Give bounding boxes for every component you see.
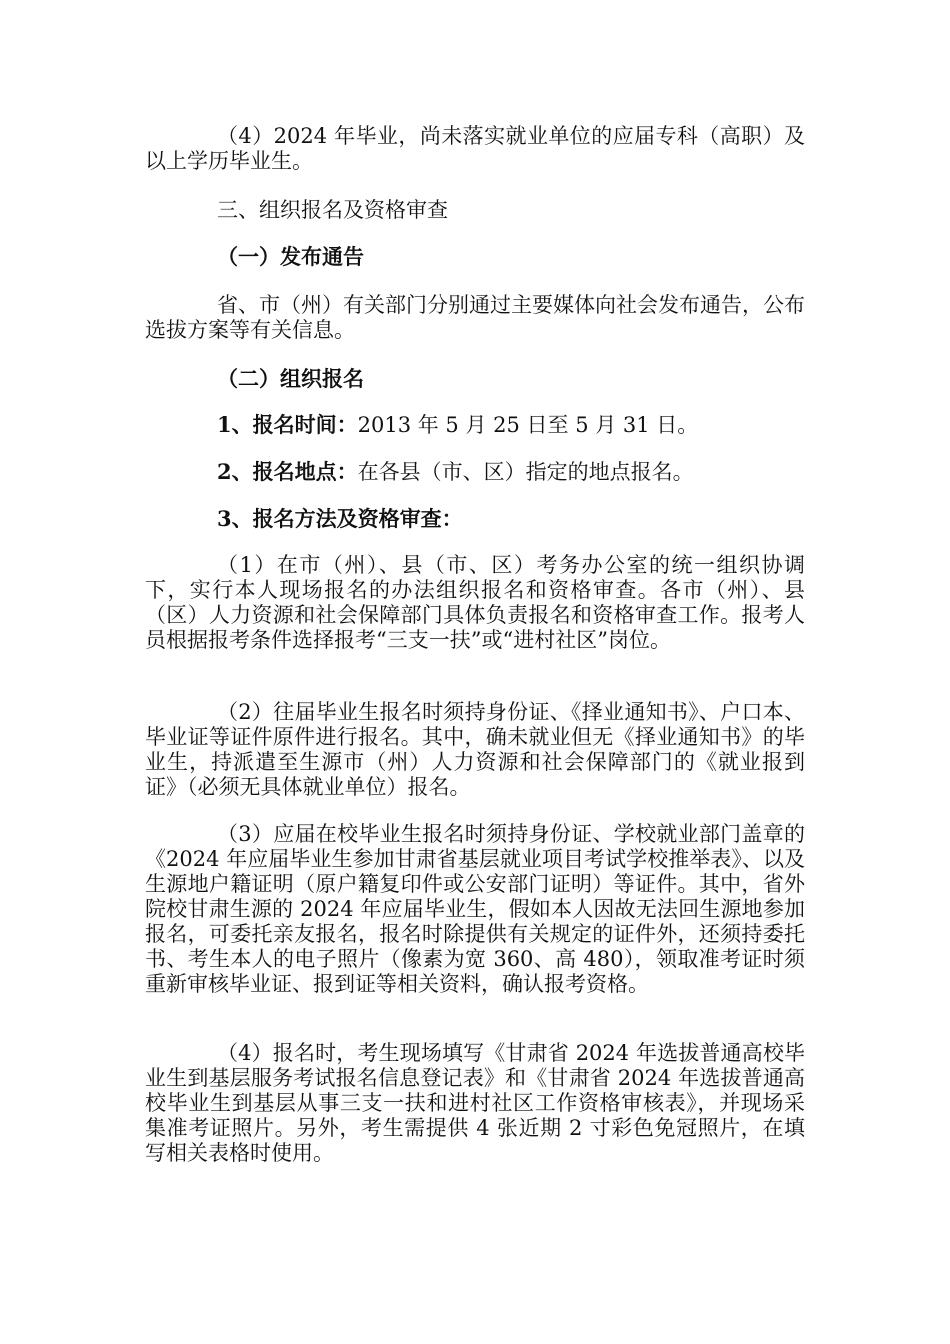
- registration-time-label: 1、报名时间：: [217, 412, 358, 437]
- paragraph-method-1: （1）在市（州）、县（市、区）考务办公室的统一组织协调下，实行本人现场报名的办法组织报名和资格审查。各市（州）、县（区）人力资源和社会保障部门具体负责报名和资格审查工作。报考人员根据报考条件选择报考“三支一扶”或“进村社区”岗位。: [145, 553, 805, 652]
- paragraph-graduates-2024: （4）2024 年毕业，尚未落实就业单位的应届专科（高职）及以上学历毕业生。: [145, 124, 805, 173]
- paragraph-method-2: （2）往届毕业生报名时须持身份证、《择业通知书》、户口本、毕业证等证件原件进行报名。其中，确未就业但无《择业通知书》的毕业生，持派遣至生源市（州）人力资源和社会保障部门的《就业报到证》（必须无具体就业单位）报名。: [145, 700, 805, 799]
- paragraph-method-4: （4）报名时，考生现场填写《甘肃省 2024 年选拔普通高校毕业生到基层服务考试报名信息登记表》和《甘肃省 2024 年选拔普通高校毕业生到基层从事三支一扶和进村社区工作资格审核表》，并现场采集准考证照片。另外，考生需提供 4 张近期 2 寸彩色免冠照片，在填写相关表格时使用。: [145, 1041, 805, 1165]
- subheading-organize-registration: （二）组织报名: [217, 366, 364, 391]
- subheading-method-review: 3、报名方法及资格审查：: [217, 506, 463, 531]
- registration-time-value: 2013 年 5 月 25 日至 5 月 31 日。: [357, 413, 699, 437]
- registration-place-label: 2、报名地点：: [217, 459, 358, 484]
- paragraph-notice: 省、市（州）有关部门分别通过主要媒体向社会发布通告，公布选拔方案等有关信息。: [145, 293, 805, 342]
- registration-place-value: 在各县（市、区）指定的地点报名。: [357, 460, 694, 484]
- paragraph-method-3: （3）应届在校毕业生报名时须持身份证、学校就业部门盖章的《2024 年应届毕业生参加甘肃省基层就业项目考试学校推举表》、以及生源地户籍证明（原户籍复印件或公安部门证明）等证件。其中，省外院校甘肃生源的 2024 年应届毕业生，假如本人因故无法回生源地参加报名，可委托亲友报名，报名时除提供有关规定的证件外，还须持委托书、考生本人的电子照片（像素为宽 360、高 480），领取准考证时须重新审核毕业证、报到证等相关资料，确认报考资格。: [145, 822, 805, 996]
- registration-place: [145, 459, 805, 485]
- subheading-publish-notice: （一）发布通告: [217, 244, 364, 269]
- registration-time: [145, 412, 805, 438]
- section-heading-registration: 三、组织报名及资格审查: [217, 198, 448, 222]
